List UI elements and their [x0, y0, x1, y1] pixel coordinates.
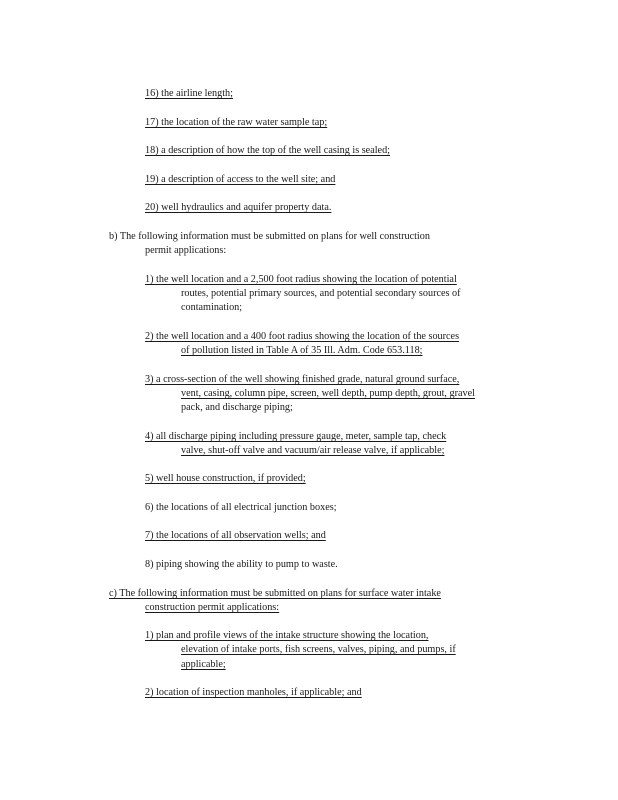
item-c1-line-3: applicable;	[181, 659, 226, 670]
item-17-line-1: 17) the location of the raw water sample tap;	[145, 117, 328, 128]
item-b3-line-2: vent, casing, column pipe, screen, well depth, pump depth, grout, gravel	[181, 388, 475, 399]
item-16-line-1: 16) the airline length;	[145, 88, 233, 99]
item-b4-line-2: valve, shut-off valve and vacuum/air release valve, if applicable;	[181, 445, 445, 456]
item-b1-line-1: 1) the well location and a 2,500 foot radius showing the location of potential	[145, 274, 457, 285]
item-b3-line-3: pack, and discharge piping;	[181, 402, 293, 413]
item-b3-line-1: 3) a cross-section of the well showing finished grade, natural ground surface,	[145, 374, 460, 385]
para-b-line-2: permit applications:	[145, 245, 227, 256]
item-b1-line-3: contamination;	[181, 302, 243, 313]
item-b4-line-1: 4) all discharge piping including pressure gauge, meter, sample tap, check	[145, 431, 447, 442]
item-c2-line-1: 2) location of inspection manholes, if applicable; and	[145, 687, 362, 698]
item-c1-line-1: 1) plan and profile views of the intake structure showing the location,	[145, 630, 429, 641]
item-b7-line-1: 7) the locations of all observation wells; and	[145, 530, 326, 541]
para-c-line-2: construction permit applications:	[145, 602, 280, 613]
item-b2-line-1: 2) the well location and a 400 foot radius showing the location of the sources	[145, 331, 460, 342]
item-b5-line-1: 5) well house construction, if provided;	[145, 473, 306, 484]
item-20-line-1: 20) well hydraulics and aquifer property data.	[145, 202, 332, 213]
item-c1-line-2: elevation of intake ports, fish screens, valves, piping, and pumps, if	[181, 644, 456, 655]
para-c-line-1: c) The following information must be submitted on plans for surface water intake	[109, 588, 441, 599]
item-b8-line-1: 8) piping showing the ability to pump to waste.	[145, 559, 338, 570]
para-b-line-1: b) The following information must be submitted on plans for well construction	[109, 231, 430, 242]
item-b2-line-2: of pollution listed in Table A of 35 Ill. Adm. Code 653.118;	[181, 345, 423, 356]
item-18-line-1: 18) a description of how the top of the well casing is sealed;	[145, 145, 391, 156]
item-b6-line-1: 6) the locations of all electrical junction boxes;	[145, 502, 337, 513]
item-19-line-1: 19) a description of access to the well site; and	[145, 174, 336, 185]
item-b1-line-2: routes, potential primary sources, and potential secondary sources of	[181, 288, 461, 299]
